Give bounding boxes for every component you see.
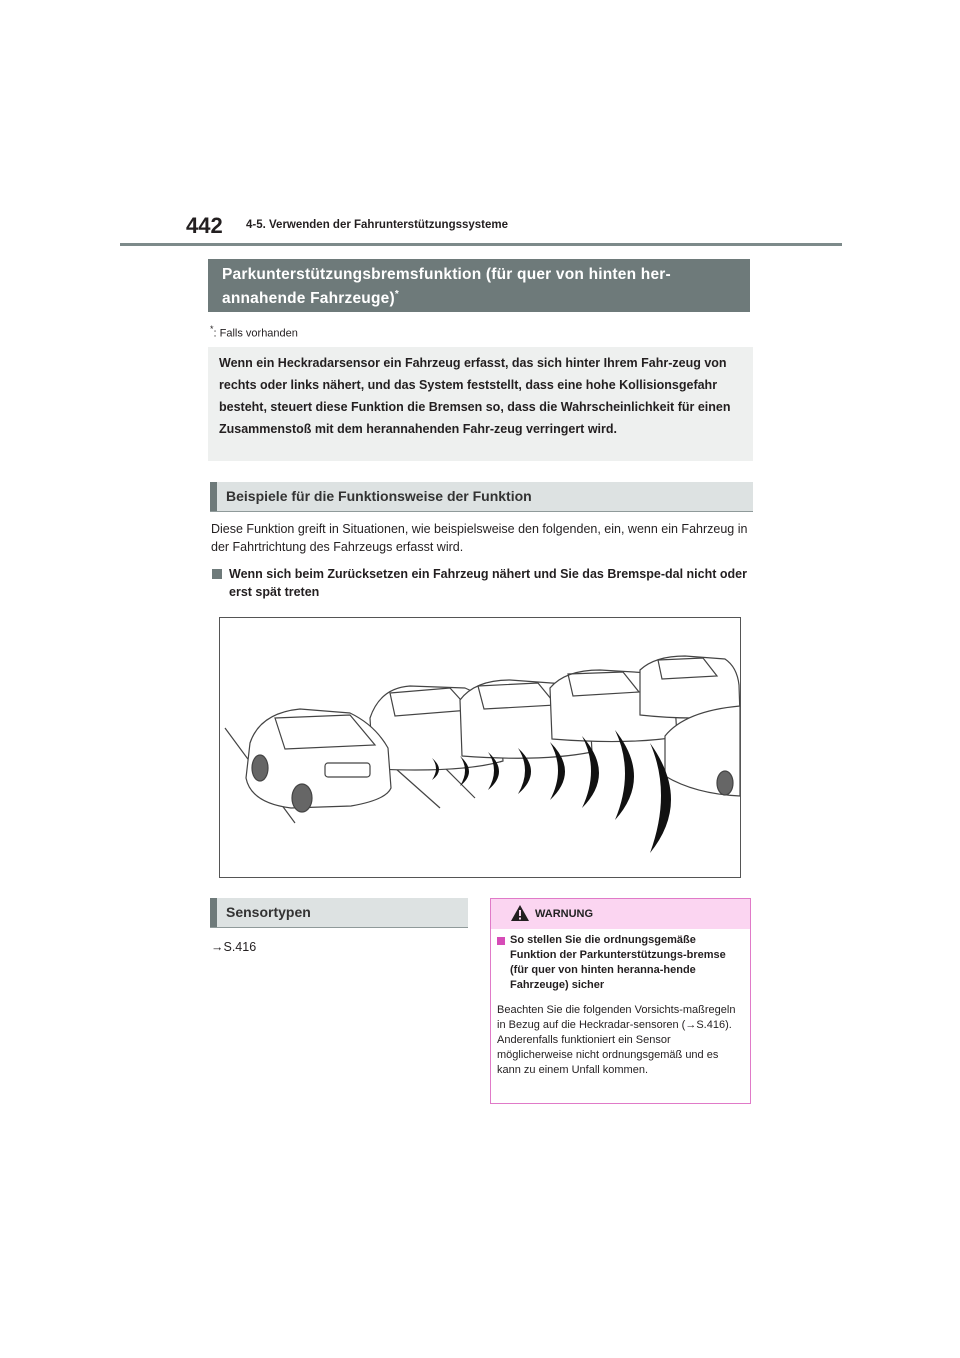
examples-heading-label: Beispiele für die Funktionsweise der Funktion	[226, 488, 532, 504]
footnote	[210, 324, 298, 340]
example-bullet-text: Wenn sich beim Zurücksetzen ein Fahrzeug nähert und Sie das Bremspe-dal nicht oder erst spät treten	[229, 567, 747, 599]
chapter-title: 4-5. Verwenden der Fahrunterstützungssysteme	[246, 219, 509, 231]
section-title-text: annahende Fahrzeuge)	[222, 290, 395, 308]
warning-title: WARNUNG	[535, 908, 594, 920]
footnote-star: *	[210, 324, 214, 334]
intro-text: Wenn ein Heckradarsensor ein Fahrzeug erfasst, das sich hinter Ihrem Fahr-zeug von rechts oder links nähert, und das System feststellt, dass eine hohe Kollisionsgefahr besteht, steuert diese Funktion die Bremsen so, dass die Wahrscheinlichkeit für einen Zusammenstoß mit dem herannahenden Fahr-zeug verringert wird.	[219, 356, 731, 436]
page-number: 442	[186, 213, 223, 238]
section-title-box	[208, 259, 750, 312]
warning-bullet-square-icon	[497, 937, 505, 945]
heading-bar	[210, 482, 217, 511]
section-title-line1: Parkunterstützungsbremsfunktion (für quer von hinten her-	[222, 266, 671, 283]
sensor-section-heading	[210, 898, 468, 928]
parking-illustration	[219, 617, 741, 878]
examples-body-text: Diese Funktion greift in Situationen, wie beispielsweise den folgenden, ein, wenn ein Fahrzeug in der Fahrtrichtung des Fahrzeugs erfasst wird.	[211, 522, 748, 554]
warning-box	[490, 898, 751, 1104]
warning-body-text: Beachten Sie die folgenden Vorsichts-maßregeln in Bezug auf die Heckradar-sensoren (→S.416). Anderenfalls funktioniert ein Sensor möglicherweise nicht ordnungsgemäß und es kann zu einem Unfall kommen.	[497, 1004, 736, 1076]
sensor-page-reference[interactable]: →S.416	[211, 940, 257, 954]
section-title-line2	[222, 289, 399, 308]
bullet-square-icon	[212, 569, 222, 579]
warning-triangle-icon	[511, 905, 529, 921]
header-rule	[120, 243, 842, 246]
footnote-marker: *	[394, 289, 399, 300]
footnote-text: : Falls vorhanden	[213, 327, 298, 340]
sensor-heading-label: Sensortypen	[226, 904, 311, 920]
examples-section-heading	[210, 482, 753, 512]
heading-bar	[210, 898, 217, 927]
parking-scene-drawing	[220, 618, 740, 877]
warning-header	[491, 899, 750, 929]
intro-box	[208, 347, 753, 461]
warning-bullet-text: So stellen Sie die ordnungsgemäße Funktion der Parkunterstützungs-bremse (für quer von hinten heranna-hende Fahrzeuge) sicher	[510, 934, 726, 991]
